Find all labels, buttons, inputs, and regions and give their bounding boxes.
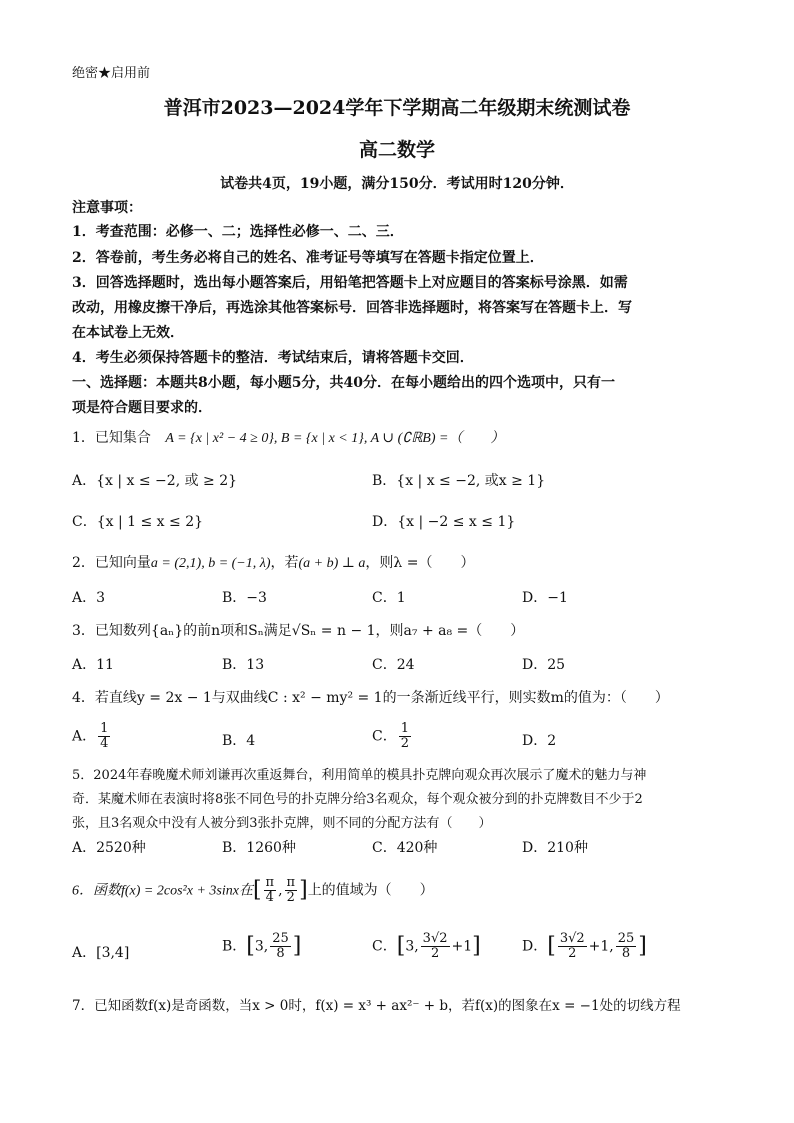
option-b-lower: 3, (254, 938, 269, 955)
question-4-option-a (72, 722, 112, 751)
question-1-option-c: C．{x | 1 ≤ x ≤ 2} (72, 514, 204, 530)
note-3-line-3: 在本试卷上无效． (72, 325, 184, 341)
question-5-line-3: 张，且3名观众中没有人被分到3张扑克牌，则不同的分配方法有（ ） (72, 816, 492, 831)
option-b-fraction (270, 932, 291, 961)
fraction-denominator: 2 (568, 946, 577, 961)
question-3-option-a: A．11 (72, 657, 114, 673)
question-2-stem (72, 553, 474, 574)
question-6-option-b (222, 932, 301, 961)
interval-lower (264, 876, 277, 905)
bracket-left: [ (547, 933, 556, 959)
section1-line-1: 一、选择题：本题共8小题，每小题5分，共40分．在每小题给出的四个选项中，只有一 (72, 375, 615, 391)
fraction-denominator: 8 (276, 946, 285, 961)
question-4-option-a-label: A． (72, 728, 97, 745)
fraction-numerator: 25 (617, 931, 635, 946)
note-2: 2．答卷前，考生务必将自己的姓名、准考证号等填写在答题卡指定位置上． (72, 250, 544, 266)
fraction-denominator: 2 (400, 736, 409, 751)
question-6-option-c (372, 932, 481, 961)
fraction-numerator: 25 (272, 931, 289, 946)
option-c-fraction (421, 932, 450, 961)
option-d-fraction-2 (616, 932, 637, 961)
question-3-option-d: D．25 (522, 657, 566, 673)
question-2-stem-text: 2．已知向量 (72, 555, 151, 571)
fraction-denominator: 2 (430, 946, 440, 961)
question-4-option-c-label: C． (372, 728, 397, 745)
notes-heading: 注意事项： (72, 200, 142, 216)
question-6-option-d-label: D． (522, 938, 548, 955)
fraction-numerator: π (286, 875, 296, 890)
question-5-line-1: 5．2024年春晚魔术师刘谦再次重返舞台，利用简单的模具扑克牌向观众再次展示了魔术的魅力与神 (72, 768, 647, 783)
question-5-option-b: B．1260种 (222, 840, 296, 856)
question-2-vectors: a = (2,1), b = (−1, λ) (150, 556, 271, 571)
bracket-right: ] (292, 933, 302, 959)
question-4-option-a-fraction (98, 722, 110, 751)
fraction-denominator: 8 (621, 946, 631, 961)
question-2-option-a: A．3 (72, 590, 106, 606)
question-6-end-text: 上的值域为（ ） (307, 882, 434, 899)
question-1-stem-text: 1．已知集合 (72, 430, 151, 446)
question-1-stem (72, 428, 504, 449)
question-2-condition: (a + b) ⊥ a (298, 556, 366, 571)
bracket-right: ] (299, 877, 308, 903)
question-2-option-b: B．−3 (222, 590, 267, 606)
question-5-option-c: C．420种 (372, 840, 438, 856)
interval-upper (285, 876, 298, 905)
question-4-option-b: B．4 (222, 733, 256, 749)
fraction-numerator: 1 (400, 721, 409, 736)
question-6-option-d (522, 932, 647, 961)
secrecy-label: 绝密★启用前 (72, 66, 151, 81)
note-1: 1．考查范围：必修一、二；选择性必修一、二、三． (72, 224, 404, 240)
exam-title: 普洱市2023—2024学年下学期高二年级期末统测试卷 (163, 97, 631, 119)
bracket-right: ] (472, 933, 481, 959)
bracket-left: [ (396, 933, 406, 959)
fraction-numerator: 3√2 (422, 931, 448, 946)
subject-title: 高二数学 (358, 139, 435, 161)
question-7-stem: 7．已知函数f(x)是奇函数，当x > 0时，f(x) = x³ + ax²⁻ + b，若f(x)的图象在x = −1处的切线方程 (72, 998, 681, 1014)
question-1-option-b: B．{x | x ≤ −2, 或x ≥ 1} (372, 473, 546, 489)
fraction-numerator: 3√2 (559, 931, 585, 946)
question-3-stem: 3．已知数列{aₙ}的前n项和Sₙ满足√Sₙ = n − 1，则a₇ + a₈ =（ ） (72, 623, 525, 639)
question-6-stem: 6．函数f(x) = 2cos²x + 3sinx在[ $\frac{\pi}{4}$ , $\frac{\pi}{2}$ ]上的值域为（ ） (72, 875, 434, 905)
note-3-line-1: 3．回答选择题时，选出每小题答案后，用铅笔把答题卡上对应题目的答案标号涂黑．如需 (72, 275, 628, 291)
question-1-option-d: D．{x | −2 ≤ x ≤ 1} (372, 514, 516, 530)
question-2-option-d: D．−1 (522, 590, 568, 606)
section1-line-2: 项是符合题目要求的． (72, 400, 212, 416)
option-d-mid: +1, (588, 938, 614, 955)
exam-info: 试卷共4页，19小题，满分150分．考试用时120分钟． (220, 176, 574, 192)
question-5-option-d: D．210种 (522, 840, 588, 856)
question-5-option-a: A．2520种 (72, 840, 146, 856)
question-3-option-c: C．24 (372, 657, 415, 673)
fraction-numerator: π (265, 875, 275, 890)
question-6-option-b-label: B． (222, 938, 247, 955)
question-4-stem: 4．若直线y = 2x − 1与双曲线C : x² − my² = 1的一条渐近线平行，则实数m的值为：（ ） (72, 690, 669, 706)
question-1-expression: A = {x | x² − 4 ≥ 0}, B = {x | x < 1}, A ∪ (∁ℝB) =（ ） (165, 431, 505, 446)
note-4: 4．考生必须保持答题卡的整洁．考试结束后，请将答题卡交回． (72, 350, 474, 366)
question-2-mid-text: ，若 (270, 555, 299, 571)
fraction-denominator: 4 (100, 736, 109, 751)
question-6-option-a: A．[3,4] (72, 945, 130, 961)
question-2-option-c: C．1 (372, 590, 406, 606)
question-6-option-c-label: C． (372, 938, 397, 955)
question-4-option-c-fraction (399, 722, 411, 751)
question-3-option-b: B．13 (222, 657, 265, 673)
question-2-end-text: ，则λ =（ ） (365, 555, 475, 571)
note-3-line-2: 改动，用橡皮擦干净后，再选涂其他答案标号．回答非选择题时，将答案写在答题卡上．写 (72, 300, 632, 316)
question-6-function: 6．函数f(x) = 2cos²x + 3sinx在 (72, 883, 253, 899)
fraction-denominator: 4 (265, 890, 274, 905)
fraction-numerator: 1 (100, 721, 109, 736)
question-4-option-c (372, 722, 413, 751)
option-c-tail: +1 (451, 938, 473, 955)
bracket-left: [ (246, 933, 255, 959)
fraction-denominator: 2 (286, 890, 295, 905)
option-c-lower: 3, (405, 938, 419, 955)
question-4-option-d: D．2 (522, 733, 557, 749)
bracket-right: ] (638, 933, 647, 959)
option-d-fraction-1 (558, 932, 587, 961)
question-1-option-a: A．{x | x ≤ −2, 或 ≥ 2} (72, 473, 238, 489)
question-5-line-2: 奇．某魔术师在表演时将8张不同色号的扑克牌分给3名观众，每个观众被分到的扑克牌数目不少于2 (72, 792, 643, 807)
bracket-left: [ (252, 877, 262, 903)
